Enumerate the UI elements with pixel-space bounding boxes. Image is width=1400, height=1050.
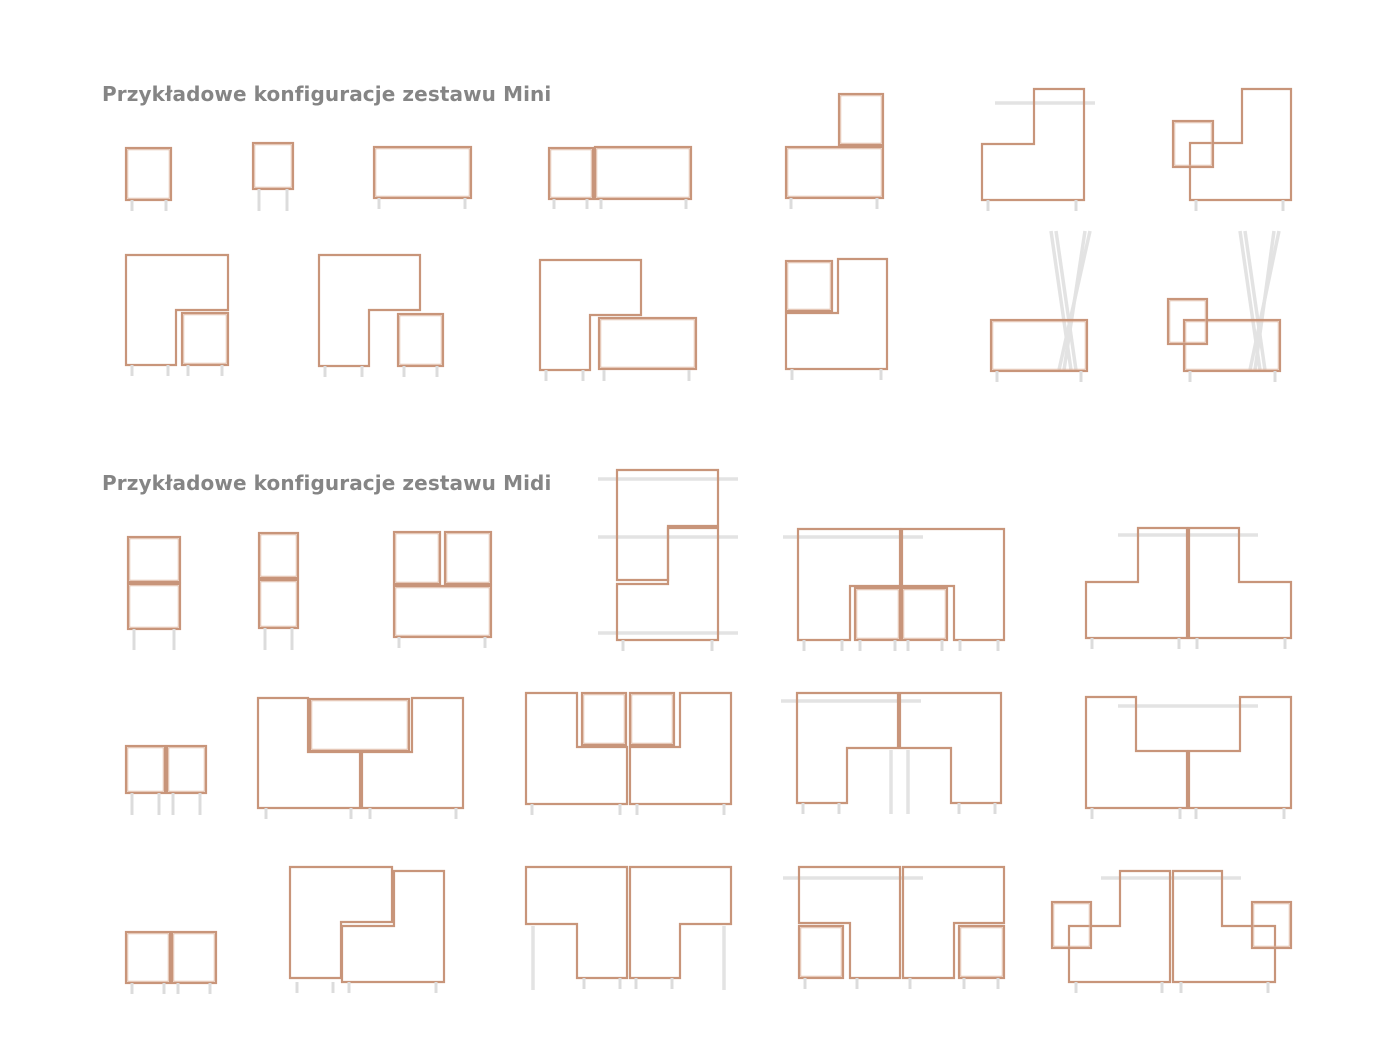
midi-config-12: [126, 932, 216, 994]
shelf-module-inner-edge: [261, 535, 296, 576]
shelf-module: [549, 148, 593, 199]
shelf-module-inner-edge: [128, 748, 163, 791]
shelf-module-inner-edge: [597, 149, 689, 197]
midi-config-14: [526, 867, 731, 990]
shelf-module: [253, 143, 293, 189]
shelf-module-l: [903, 867, 1004, 978]
shelf-module-l: [1190, 89, 1291, 200]
mini-config-11: [786, 259, 887, 380]
shelf-module-inner-edge: [400, 316, 441, 364]
shelf-module-inner-edge: [788, 263, 830, 309]
shelf-module-inner-edge: [551, 150, 591, 197]
mini-config-6: [982, 89, 1095, 211]
shelf-module-inner-edge: [312, 701, 407, 749]
midi-section-title: Przykładowe konfiguracje zestawu Midi: [102, 471, 552, 495]
shelf-module-inner-edge: [128, 934, 168, 981]
shelf-module: [172, 932, 216, 983]
midi-config-5: [783, 529, 1004, 651]
midi-config-15: [783, 867, 1004, 989]
shelf-module: [310, 699, 409, 751]
shelf-module-l: [1189, 528, 1291, 638]
shelf-module-inner-edge: [376, 149, 469, 196]
shelf-module: [126, 148, 171, 200]
shelf-module: [855, 588, 900, 640]
shelf-module-inner-edge: [788, 149, 881, 196]
mini-config-4: [549, 147, 691, 209]
shelf-module-inner-edge: [261, 582, 296, 626]
shelf-module: [126, 746, 165, 793]
shelf-module: [182, 313, 228, 365]
shelf-module-l: [126, 255, 228, 365]
midi-config-11: [1086, 697, 1291, 819]
shelf-module: [394, 532, 440, 584]
shelf-module-l: [1189, 697, 1291, 808]
shelf-module-l: [258, 698, 360, 808]
shelf-module: [445, 532, 491, 584]
mini-config-1: [126, 148, 171, 211]
shelf-module-l: [342, 871, 444, 982]
shelf-module: [128, 537, 180, 582]
midi-config-8: [258, 698, 463, 819]
shelf-module: [630, 693, 674, 745]
shelf-module-l: [797, 693, 898, 803]
shelf-module-l: [786, 259, 887, 369]
shelf-module-l: [1086, 697, 1187, 808]
shelf-module-l: [902, 529, 1004, 640]
shelf-module-l: [798, 529, 900, 640]
midi-config-4: [598, 470, 738, 651]
shelf-module-inner-edge: [584, 695, 624, 743]
shelf-module-inner-edge: [961, 928, 1002, 976]
shelf-module: [595, 147, 691, 199]
midi-config-6: [1086, 528, 1291, 649]
shelf-module: [902, 588, 947, 640]
shelf-module-inner-edge: [632, 695, 672, 743]
mini-config-5: [786, 94, 883, 209]
midi-config-3: [394, 532, 491, 648]
shelf-module-inner-edge: [396, 588, 489, 635]
shelf-module: [394, 586, 491, 637]
shelf-module-inner-edge: [601, 320, 694, 367]
shelf-module-l: [319, 255, 420, 366]
shelf-module-inner-edge: [396, 534, 438, 582]
shelf-module-inner-edge: [857, 590, 898, 638]
mini-config-8: [126, 255, 228, 376]
shelf-module-inner-edge: [184, 315, 226, 363]
midi-config-10: [781, 693, 1001, 814]
shelf-module-l: [1086, 528, 1187, 638]
shelf-module-inner-edge: [174, 934, 214, 981]
shelf-module-inner-edge: [447, 534, 489, 582]
midi-config-13: [290, 867, 444, 993]
shelf-module-l: [900, 693, 1001, 803]
shelf-module: [167, 746, 206, 793]
shelf-module-inner-edge: [130, 586, 178, 627]
shelf-module-inner-edge: [128, 150, 169, 198]
shelf-module: [259, 533, 298, 578]
shelf-module-l: [362, 698, 463, 808]
mini-config-2: [253, 143, 293, 211]
shelf-module-l: [1173, 871, 1275, 982]
mini-config-13: [1168, 231, 1280, 382]
shelf-module: [374, 147, 471, 198]
shelf-module-inner-edge: [255, 145, 291, 187]
shelf-module-l: [630, 867, 731, 978]
shelf-module: [839, 94, 883, 145]
shelf-module-inner-edge: [801, 928, 841, 976]
mini-config-10: [540, 260, 696, 381]
shelf-module-inner-edge: [130, 539, 178, 580]
shelf-module: [259, 580, 298, 628]
shelf-module-inner-edge: [841, 96, 881, 143]
shelf-module: [799, 926, 843, 978]
shelf-module-l: [617, 528, 718, 640]
shelf-module: [582, 693, 626, 745]
midi-config-7: [126, 746, 206, 815]
mini-section-title: Przykładowe konfiguracje zestawu Mini: [102, 82, 552, 106]
shelf-module-inner-edge: [904, 590, 945, 638]
mini-config-3: [374, 147, 471, 209]
mini-config-9: [319, 255, 443, 377]
shelf-module-l: [799, 867, 900, 978]
shelf-module-l: [540, 260, 641, 370]
mini-config-12: [991, 231, 1090, 382]
shelf-module: [786, 261, 832, 311]
shelf-module-l: [982, 89, 1084, 200]
shelf-module-l: [1069, 871, 1170, 982]
shelf-module-l: [630, 693, 731, 804]
midi-config-1: [128, 537, 180, 650]
shelf-module-l: [526, 693, 627, 804]
midi-config-9: [526, 693, 731, 815]
shelf-module: [786, 147, 883, 198]
shelf-module: [599, 318, 696, 369]
shelf-module: [128, 584, 180, 629]
shelf-module: [126, 932, 170, 983]
mini-config-7: [1173, 89, 1291, 211]
midi-config-2: [259, 533, 298, 650]
midi-config-16: [1052, 871, 1291, 993]
shelf-module: [959, 926, 1004, 978]
leaning-pole: [1255, 231, 1274, 370]
shelf-module-inner-edge: [169, 748, 204, 791]
shelf-module-l: [526, 867, 627, 978]
shelf-module: [398, 314, 443, 366]
